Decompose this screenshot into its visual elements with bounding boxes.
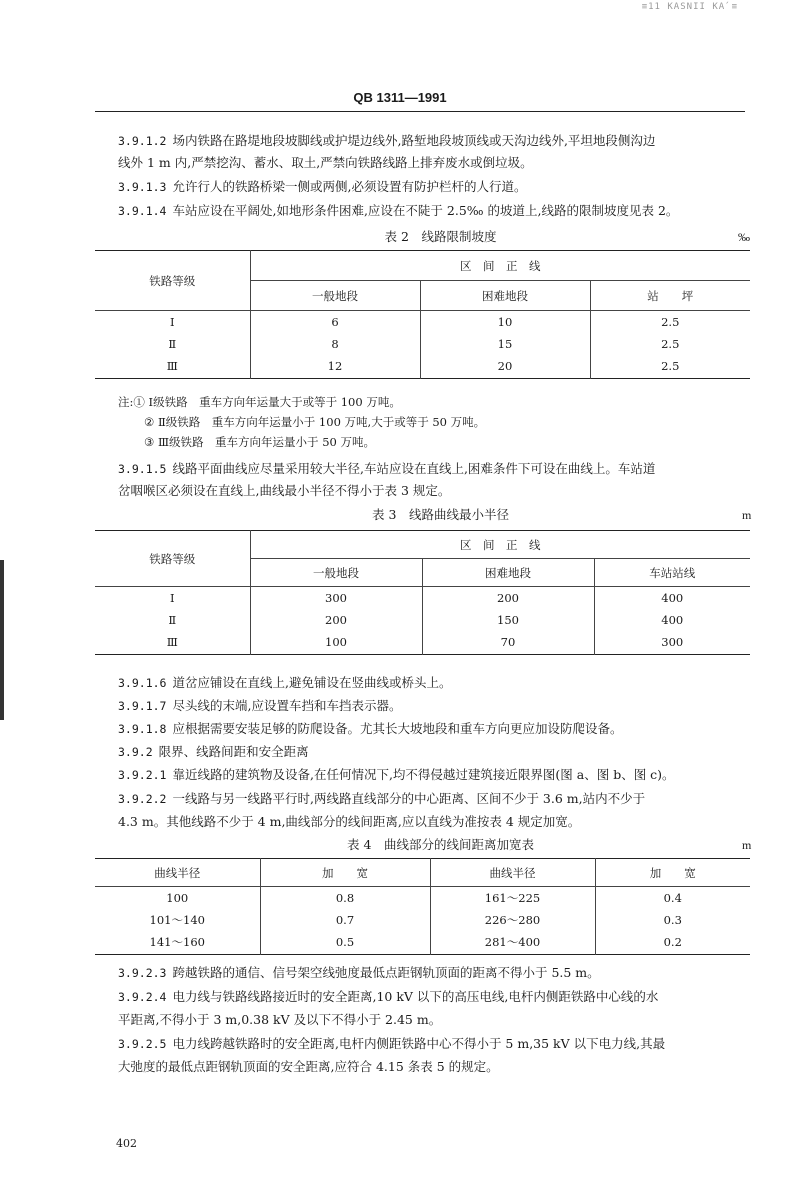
- clause-number: 3.9.1.3: [118, 180, 167, 194]
- table-cell: Ⅱ: [168, 612, 177, 627]
- table-2-col-2: 困难地段: [420, 281, 590, 311]
- clause-3-9-1-5: [118, 458, 763, 480]
- table-cell: 100: [166, 890, 189, 905]
- clause-text: 靠近线路的建筑物及设备,在任何情况下,均不得侵越过建筑接近限界图(图 a、图 b、图 c)。: [172, 767, 675, 782]
- table-cell: 12: [250, 355, 420, 379]
- standard-code-header: QB 1311—1991: [353, 90, 447, 105]
- header-rule: [95, 111, 745, 112]
- table-row: [95, 333, 750, 355]
- table-row: [95, 909, 750, 931]
- clause-text: 电力线跨越铁路时的安全距离,电杆内侧距铁路中心不得小于 5 m,35 kV 以下电力线,其最: [172, 1036, 666, 1051]
- clause-text: 限界、线路间距和安全距离: [158, 744, 309, 759]
- clause-number: 3.9.2.2: [118, 792, 167, 806]
- section-3-9-2-heading: [118, 741, 763, 763]
- table-4-unit: m: [742, 838, 752, 852]
- table-row: [95, 311, 750, 333]
- table-4-caption: 表 4 曲线部分的线间距离加宽表: [347, 837, 534, 852]
- clause-3-9-1-2-cont: [118, 152, 763, 174]
- table-cell: 0.5: [260, 931, 430, 955]
- clause-number: 3.9.2.4: [118, 990, 167, 1004]
- table-cell: 150: [422, 609, 594, 631]
- table-row: [95, 355, 750, 379]
- table-3-col-2: 困难地段: [422, 559, 594, 587]
- table-2-note-1: 注:① Ⅰ级铁路 重车方向年运量大于或等于 100 万吨。: [118, 395, 401, 409]
- clause-3-9-2-5-cont: [118, 1056, 763, 1078]
- clause-3-9-1-4: [118, 200, 763, 222]
- clause-text: 一线路与另一线路平行时,两线路直线部分的中心距离、区间不少于 3.6 m,站内不少于: [172, 791, 646, 806]
- clause-3-9-2-2-cont: [118, 811, 763, 833]
- clause-number: 3.9.1.5: [118, 462, 167, 476]
- table-row: [95, 609, 750, 631]
- table-cell: 0.3: [595, 909, 750, 931]
- table-cell: 2.5: [590, 311, 750, 333]
- clause-text: 大弛度的最低点距钢轨顶面的安全距离,应符合 4.15 条表 5 的规定。: [118, 1059, 499, 1074]
- table-row: [95, 931, 750, 955]
- clause-3-9-1-3: [118, 176, 763, 198]
- table-cell: 281～400: [430, 931, 595, 955]
- clause-text: 平距离,不得小于 3 m,0.38 kV 及以下不得小于 2.45 m。: [118, 1012, 442, 1027]
- table-cell: 400: [594, 609, 750, 631]
- clause-text: 场内铁路在路堤地段坡脚线或护堤边线外,路堑地段坡顶线或天沟边线外,平坦地段侧沟边: [172, 133, 656, 148]
- clause-text: 4.3 m。其他线路不少于 4 m,曲线部分的线间距离,应以直线为准按表 4 规定加宽。: [118, 814, 581, 829]
- table-cell: 101～140: [149, 912, 205, 927]
- table-cell: 2.5: [590, 333, 750, 355]
- clause-3-9-2-4: [118, 986, 763, 1008]
- table-2-header-grade: 铁路等级: [95, 251, 250, 311]
- table-3: [95, 530, 750, 655]
- clause-3-9-1-7: [118, 695, 763, 717]
- clause-text: 车站应设在平阔处,如地形条件困难,应设在不陡于 2.5‰ 的坡道上,线路的限制坡度见表 2。: [172, 203, 679, 218]
- clause-3-9-2-2: [118, 788, 763, 810]
- clause-number: 3.9.1.8: [118, 722, 167, 736]
- table-3-header-grade: 铁路等级: [95, 531, 250, 587]
- clause-3-9-2-5: [118, 1033, 763, 1055]
- table-2-col-1: 一般地段: [250, 281, 420, 311]
- table-row: [95, 887, 750, 909]
- table-cell: 0.7: [260, 909, 430, 931]
- table-row: [95, 587, 750, 609]
- page-number: 402: [116, 1137, 137, 1150]
- table-cell: 20: [420, 355, 590, 379]
- clause-text: 线路平面曲线应尽量采用较大半径,车站应设在直线上,困难条件下可设在曲线上。车站道: [172, 461, 656, 476]
- table-cell: 6: [250, 311, 420, 333]
- table-row: [95, 631, 750, 655]
- table-cell: 300: [250, 587, 422, 609]
- table-cell: Ⅲ: [166, 359, 178, 374]
- table-cell: 8: [250, 333, 420, 355]
- table-4-col-3: 曲线半径: [430, 859, 595, 887]
- clause-text: 岔咽喉区必须设在直线上,曲线最小半径不得小于表 3 规定。: [118, 483, 451, 498]
- clause-number: 3.9.1.6: [118, 676, 167, 690]
- table-cell: 226～280: [430, 909, 595, 931]
- table-3-unit: m: [742, 508, 752, 522]
- clause-3-9-1-6: [118, 672, 763, 694]
- table-2-unit: ‰: [738, 230, 750, 244]
- table-cell: 0.4: [595, 887, 750, 909]
- table-2-note-2: ② Ⅱ级铁路 重车方向年运量小于 100 万吨,大于或等于 50 万吨。: [144, 415, 486, 429]
- table-cell: 141～160: [149, 935, 205, 950]
- table-4-col-1: 曲线半径: [95, 859, 260, 887]
- table-2-caption: 表 2 线路限制坡度: [384, 229, 497, 244]
- clause-3-9-2-4-cont: [118, 1009, 763, 1031]
- table-2-header-group: 区 间 正 线: [250, 251, 750, 281]
- clause-number: 3.9.2.5: [118, 1037, 167, 1051]
- clause-text: 尽头线的末端,应设置车挡和车挡表示器。: [172, 698, 402, 713]
- table-cell: Ⅱ: [168, 336, 177, 351]
- table-cell: 70: [422, 631, 594, 655]
- table-cell: 300: [594, 631, 750, 655]
- clause-text: 跨越铁路的通信、信号架空线弛度最低点距钢轨顶面的距离不得小于 5.5 m。: [172, 965, 600, 980]
- clause-3-9-1-8: [118, 718, 763, 740]
- clause-number: 3.9.2.1: [118, 768, 167, 782]
- clause-3-9-2-1: [118, 764, 763, 786]
- clause-number: 3.9.1.7: [118, 699, 167, 713]
- table-cell: 400: [594, 587, 750, 609]
- clause-text: 应根据需要安装足够的防爬设备。尤其长大坡地段和重车方向更应加设防爬设备。: [172, 721, 623, 736]
- table-4: [95, 858, 750, 955]
- table-3-col-1: 一般地段: [250, 559, 422, 587]
- table-2-col-3: 站 坪: [590, 281, 750, 311]
- table-3-header-group: 区 间 正 线: [250, 531, 750, 559]
- table-cell: 10: [420, 311, 590, 333]
- clause-3-9-2-3: [118, 962, 763, 984]
- table-4-col-2: 加 宽: [260, 859, 430, 887]
- table-cell: Ⅲ: [166, 635, 178, 650]
- clause-text: 电力线与铁路线路接近时的安全距离,10 kV 以下的高压电线,电杆内侧距铁路中心线的水: [172, 989, 659, 1004]
- table-2: [95, 250, 750, 379]
- clause-text: 允许行人的铁路桥梁一侧或两侧,必须设置有防护栏杆的人行道。: [172, 179, 527, 194]
- scan-edge-mark: [0, 560, 4, 720]
- clause-3-9-1-5-cont: [118, 480, 763, 502]
- clause-3-9-1-2: [118, 130, 763, 152]
- clause-number: 3.9.1.4: [118, 204, 167, 218]
- table-2-note-3: ③ Ⅲ级铁路 重车方向年运量小于 50 万吨。: [144, 435, 375, 449]
- clause-number: 3.9.1.2: [118, 134, 167, 148]
- table-cell: 0.2: [595, 931, 750, 955]
- table-cell: 200: [422, 587, 594, 609]
- table-3-caption: 表 3 线路曲线最小半径: [372, 507, 509, 522]
- clause-number: 3.9.2.3: [118, 966, 167, 980]
- corner-stamp: ≡11 КАSNII КА́ ≡: [641, 2, 738, 12]
- clause-number: 3.9.2: [118, 745, 153, 759]
- table-cell: 161～225: [430, 887, 595, 909]
- table-cell: Ⅰ: [169, 590, 175, 605]
- table-4-col-4: 加 宽: [595, 859, 750, 887]
- table-cell: 15: [420, 333, 590, 355]
- table-3-col-3: 车站站线: [594, 559, 750, 587]
- table-cell: 0.8: [260, 887, 430, 909]
- table-cell: 200: [250, 609, 422, 631]
- clause-text: 线外 1 m 内,严禁挖沟、蓄水、取土,严禁向铁路线路上排弃废水或倒垃圾。: [118, 155, 533, 170]
- clause-text: 道岔应铺设在直线上,避免铺设在竖曲线或桥头上。: [172, 675, 452, 690]
- table-cell: Ⅰ: [169, 314, 175, 329]
- table-cell: 100: [250, 631, 422, 655]
- table-cell: 2.5: [590, 355, 750, 379]
